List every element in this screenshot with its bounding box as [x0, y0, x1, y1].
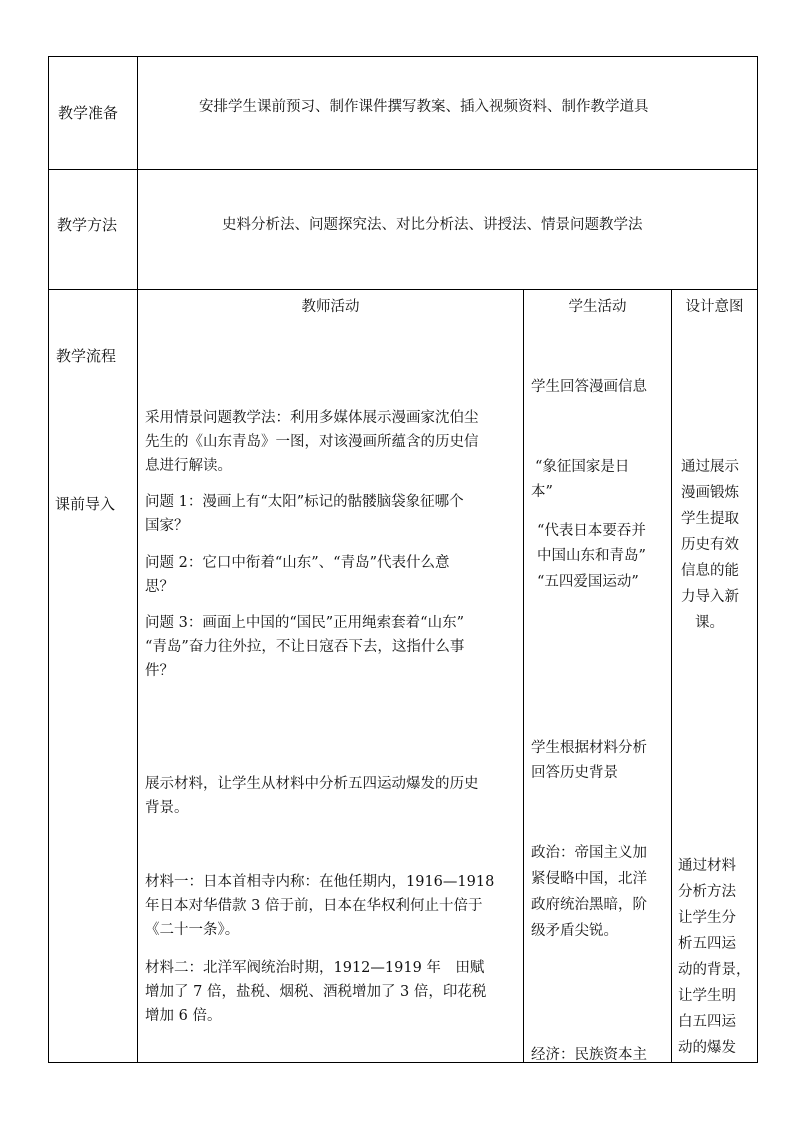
student-line: 政治：帝国主义加	[531, 845, 647, 861]
design-line: 历史有效	[681, 537, 739, 553]
teacher-line: 采用情景问题教学法：利用多媒体展示漫画家沈伯尘	[145, 410, 479, 426]
teacher-line: 增加 6 倍。	[145, 1008, 222, 1024]
teacher-line: 材料二：北洋军阀统治时期，1912—1919 年 田赋	[145, 960, 485, 976]
design-line: 让学生明	[678, 988, 736, 1004]
table-left-border	[48, 56, 49, 1063]
teacher-line: 材料一：日本首相寺内称：在他任期内，1916—1918	[145, 874, 495, 890]
student-line: 回答历史背景	[531, 765, 618, 781]
design-line: 析五四运	[678, 936, 736, 952]
student-line: 本”	[531, 484, 553, 500]
teacher-line: 展示材料，让学生从材料中分析五四运动爆发的历史	[145, 776, 479, 792]
teacher-line: 件？	[145, 663, 174, 679]
teacher-line: 年日本对华借款 3 倍于前，日本在华权利何止十倍于	[145, 898, 483, 914]
teacher-line: 背景。	[145, 800, 189, 816]
table-right-border	[757, 56, 758, 1063]
flow-label: 教学流程	[56, 347, 117, 365]
student-line: 政府统治黑暗，阶	[531, 897, 647, 913]
student-line: 经济：民族资本主	[531, 1047, 647, 1063]
teacher-line: 问题 2：它口中衔着“山东”、“青岛”代表什么意	[145, 555, 450, 571]
design-line: 信息的能	[681, 563, 739, 579]
teacher-line: 《二十一条》。	[145, 922, 240, 938]
teacher-activity-header: 教师活动	[301, 299, 360, 315]
prep-content: 安排学生课前预习、制作课件撰写教案、插入视频资料、制作教学道具	[199, 99, 649, 115]
student-activity-header: 学生活动	[568, 299, 627, 315]
design-line: 动的爆发	[678, 1040, 736, 1056]
design-line: 漫画锻炼	[681, 485, 739, 501]
teacher-line: “青岛”奋力往外拉，不让日寇吞下去，这指什么事	[145, 639, 465, 655]
design-line: 力导入新	[681, 589, 739, 605]
teacher-line: 问题 1：漫画上有“太阳”标记的骷髅脑袋象征哪个	[145, 494, 464, 510]
method-content: 史料分析法、问题探究法、对比分析法、讲授法、情景问题教学法	[222, 217, 643, 233]
design-line: 让学生分	[678, 910, 736, 926]
student-line: 学生回答漫画信息	[531, 379, 647, 395]
student-line: “五四爱国运动”	[537, 574, 639, 590]
design-line: 课。	[695, 615, 724, 631]
table-bottom-border	[48, 1062, 758, 1063]
design-intent-header: 设计意图	[685, 299, 744, 315]
design-line: 动的背景，	[678, 962, 751, 978]
teacher-line: 增加了 7 倍，盐税、烟税、酒税增加了 3 倍，印花税	[145, 984, 487, 1000]
row-divider-prep	[48, 169, 758, 170]
student-line: “象征国家是日	[535, 459, 630, 475]
teacher-line: 思？	[145, 579, 174, 595]
student-line: 学生根据材料分析	[531, 740, 647, 756]
intro-label: 课前导入	[55, 495, 116, 513]
teacher-line: 问题 3：画面上中国的“国民”正用绳索套着“山东”	[145, 615, 464, 631]
label-column-divider	[137, 56, 138, 1063]
student-column-divider	[671, 289, 672, 1063]
teacher-column-divider	[523, 289, 524, 1063]
table-top-border	[48, 56, 758, 57]
method-label: 教学方法	[57, 216, 118, 234]
student-line: 紧侵略中国，北洋	[531, 871, 647, 887]
prep-label: 教学准备	[58, 104, 119, 122]
student-line: “代表日本要吞并	[537, 523, 646, 539]
design-line: 通过展示	[681, 459, 739, 475]
student-line: 中国山东和青岛”	[537, 548, 646, 564]
teacher-line: 国家？	[145, 518, 189, 534]
teacher-line: 息进行解读。	[145, 458, 232, 474]
teacher-line: 先生的《山东青岛》一图，对该漫画所蕴含的历史信	[145, 434, 479, 450]
design-line: 分析方法	[678, 884, 736, 900]
row-divider-method	[48, 289, 758, 290]
design-line: 白五四运	[678, 1014, 736, 1030]
design-line: 通过材料	[678, 858, 736, 874]
student-line: 级矛盾尖锐。	[531, 923, 618, 939]
design-line: 学生提取	[681, 511, 739, 527]
